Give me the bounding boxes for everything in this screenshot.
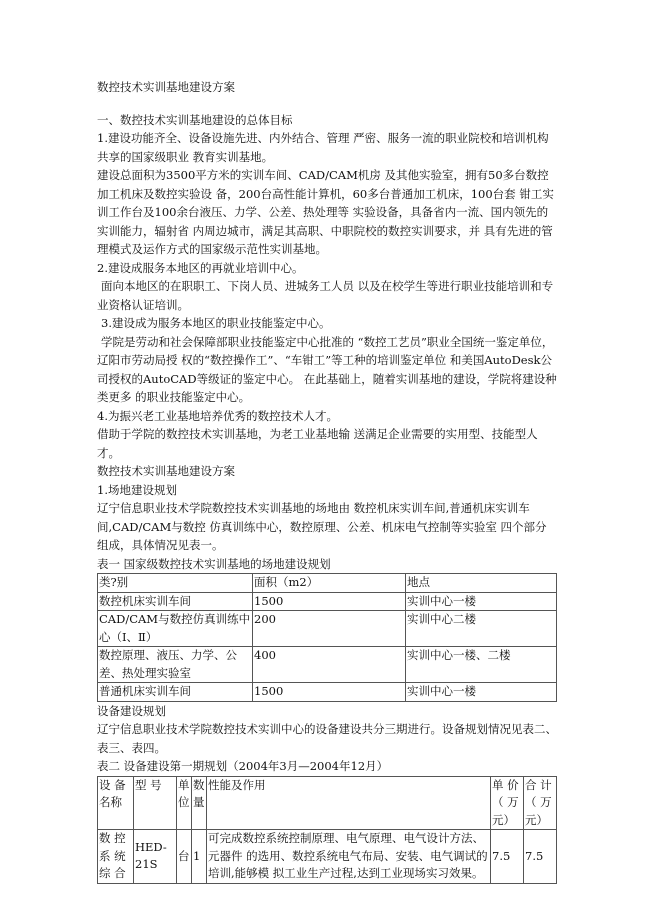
- plan-body: 辽宁信息职业技术学院数控技术实训基地的场地由 数控机床实训车间,普通机床实训车间,CAD/CAM与数控 仿真训练中心，数控原理、公差、机床电气控制等实验室 四个部分组成，具体情况见表一。: [97, 501, 547, 552]
- plan-heading: 1.场地建设规划: [97, 482, 177, 497]
- table-row: [98, 830, 557, 884]
- table-cell: 7.5: [524, 830, 557, 884]
- table-cell: 400: [253, 647, 406, 683]
- table-header-row: [98, 776, 557, 830]
- table-caption: 表二 设备建设第一期规划（2004年3月—2004年12月）: [97, 759, 389, 773]
- table-cell: 实训中心一楼、二楼: [406, 647, 557, 683]
- table-header-cell: 单位: [177, 776, 192, 830]
- site-plan-table: [97, 573, 557, 702]
- equip-heading: 设备建设规划: [97, 703, 166, 718]
- table-cell: 实训中心二楼: [406, 611, 557, 647]
- table-row: [98, 611, 557, 647]
- table-cell: HED-21S: [134, 830, 177, 884]
- table-cell: 7.5: [491, 830, 524, 884]
- goal-heading: 2.建设成服务本地区的再就业培训中心。: [97, 260, 304, 275]
- table-row: [98, 592, 557, 611]
- goal-heading: 4.为振兴老工业基地培养优秀的数控技术人才。: [97, 408, 338, 423]
- goal-body: 借助于学院的数控技术实训基地，为老工业基地输 送满足企业需要的实用型、技能型人才。: [97, 427, 538, 460]
- section-heading: 一、数控技术实训基地建设的总体目标: [97, 112, 293, 127]
- goal-heading: 3.建设成为服务本地区的职业技能鉴定中心。: [101, 316, 331, 330]
- table-header-row: [98, 574, 557, 593]
- goal-heading: 1.建设功能齐全、设备设施先进、内外结合、管理 严密、服务一流的职业院校和培训机构共享的国家级职业 教育实训基地。: [97, 131, 549, 164]
- doc-title: 数控技术实训基地建设方案: [97, 80, 235, 94]
- section-heading: 数控技术实训基地建设方案: [97, 464, 235, 478]
- table-cell: 1500: [253, 592, 406, 611]
- table-header-cell: 设 备名称: [98, 776, 134, 830]
- table-row: [98, 683, 557, 702]
- table-row: [98, 647, 557, 683]
- table-header-cell: 类?别: [98, 574, 253, 593]
- goal-body: 建设总面积为3500平方米的实训车间、CAD/CAM机房 及其他实验室，拥有50多台数控加工机床及数控实验设 备，200台高性能计算机，60多台普通加工机床，100台套 钳工实训工作台及100余台液压、力学、公差、热处理等 实验设备，具备省内一流、国内领先的实训能力，辐射省 内周边城市，满足其高职、中职院校的数控实训要求，并 具有先进的管理模式及运作方式的国家级示范性实训基地。: [97, 168, 554, 256]
- equipment-plan-table: [97, 776, 557, 884]
- table-header-cell: 面积（m2）: [253, 574, 406, 593]
- table-header-cell: 地点: [406, 574, 557, 593]
- table-cell: 实训中心一楼: [406, 683, 557, 702]
- table-cell: 1: [192, 830, 207, 884]
- table-cell: 1500: [253, 683, 406, 702]
- table-header-cell: 单 价（ 万 元）: [491, 776, 524, 830]
- table-header-cell: 数量: [192, 776, 207, 830]
- table-cell: 台: [177, 830, 192, 884]
- table-cell: 数 控系 统综 合: [98, 830, 134, 884]
- table-header-cell: 合 计（ 万 元）: [524, 776, 557, 830]
- table-cell: 数控机床实训车间: [98, 592, 253, 611]
- table-header-cell: 型 号: [134, 776, 177, 830]
- table-cell: 普通机床实训车间: [98, 683, 253, 702]
- table-cell: 可完成数控系统控制原理、电气原理、电气设计方法、元器件 的选用、数控系统电气布局、安装、电气调试的培训,能够模 拟工业生产过程,达到工业现场实习效果。: [207, 830, 491, 884]
- goal-body: 面向本地区的在职职工、下岗人员、进城务工人员 以及在校学生等进行职业技能培训和专业资格认证培训。: [97, 279, 554, 312]
- table-cell: 数控原理、液压、力学、公差、热处理实验室: [98, 647, 253, 683]
- table-cell: 实训中心一楼: [406, 592, 557, 611]
- document-page: [97, 78, 557, 884]
- equip-body: 辽宁信息职业技术学院数控技术实训中心的设备建设共分三期进行。设备规划情况见表二、表三、表四。: [97, 722, 557, 755]
- table-cell: 200: [253, 611, 406, 647]
- table-header-cell: 性能及作用: [207, 776, 491, 830]
- goal-body: 学院是劳动和社会保障部职业技能鉴定中心批准的 “数控工艺员”职业全国统一鉴定单位，辽阳市劳动局授 权的“数控操作工”、“车钳工”等工种的培训鉴定单位 和美国AutoDesk公司授权的AutoCAD等级证的鉴定中心。 在此基础上，随着实训基地的建设，学院将建设种类更多 的职业技能鉴定中心。: [97, 334, 557, 404]
- table-cell: CAD/CAM与数控仿真训练中心（Ⅰ、Ⅱ）: [98, 611, 253, 647]
- table-caption: 表一 国家级数控技术实训基地的场地建设规划: [97, 556, 331, 571]
